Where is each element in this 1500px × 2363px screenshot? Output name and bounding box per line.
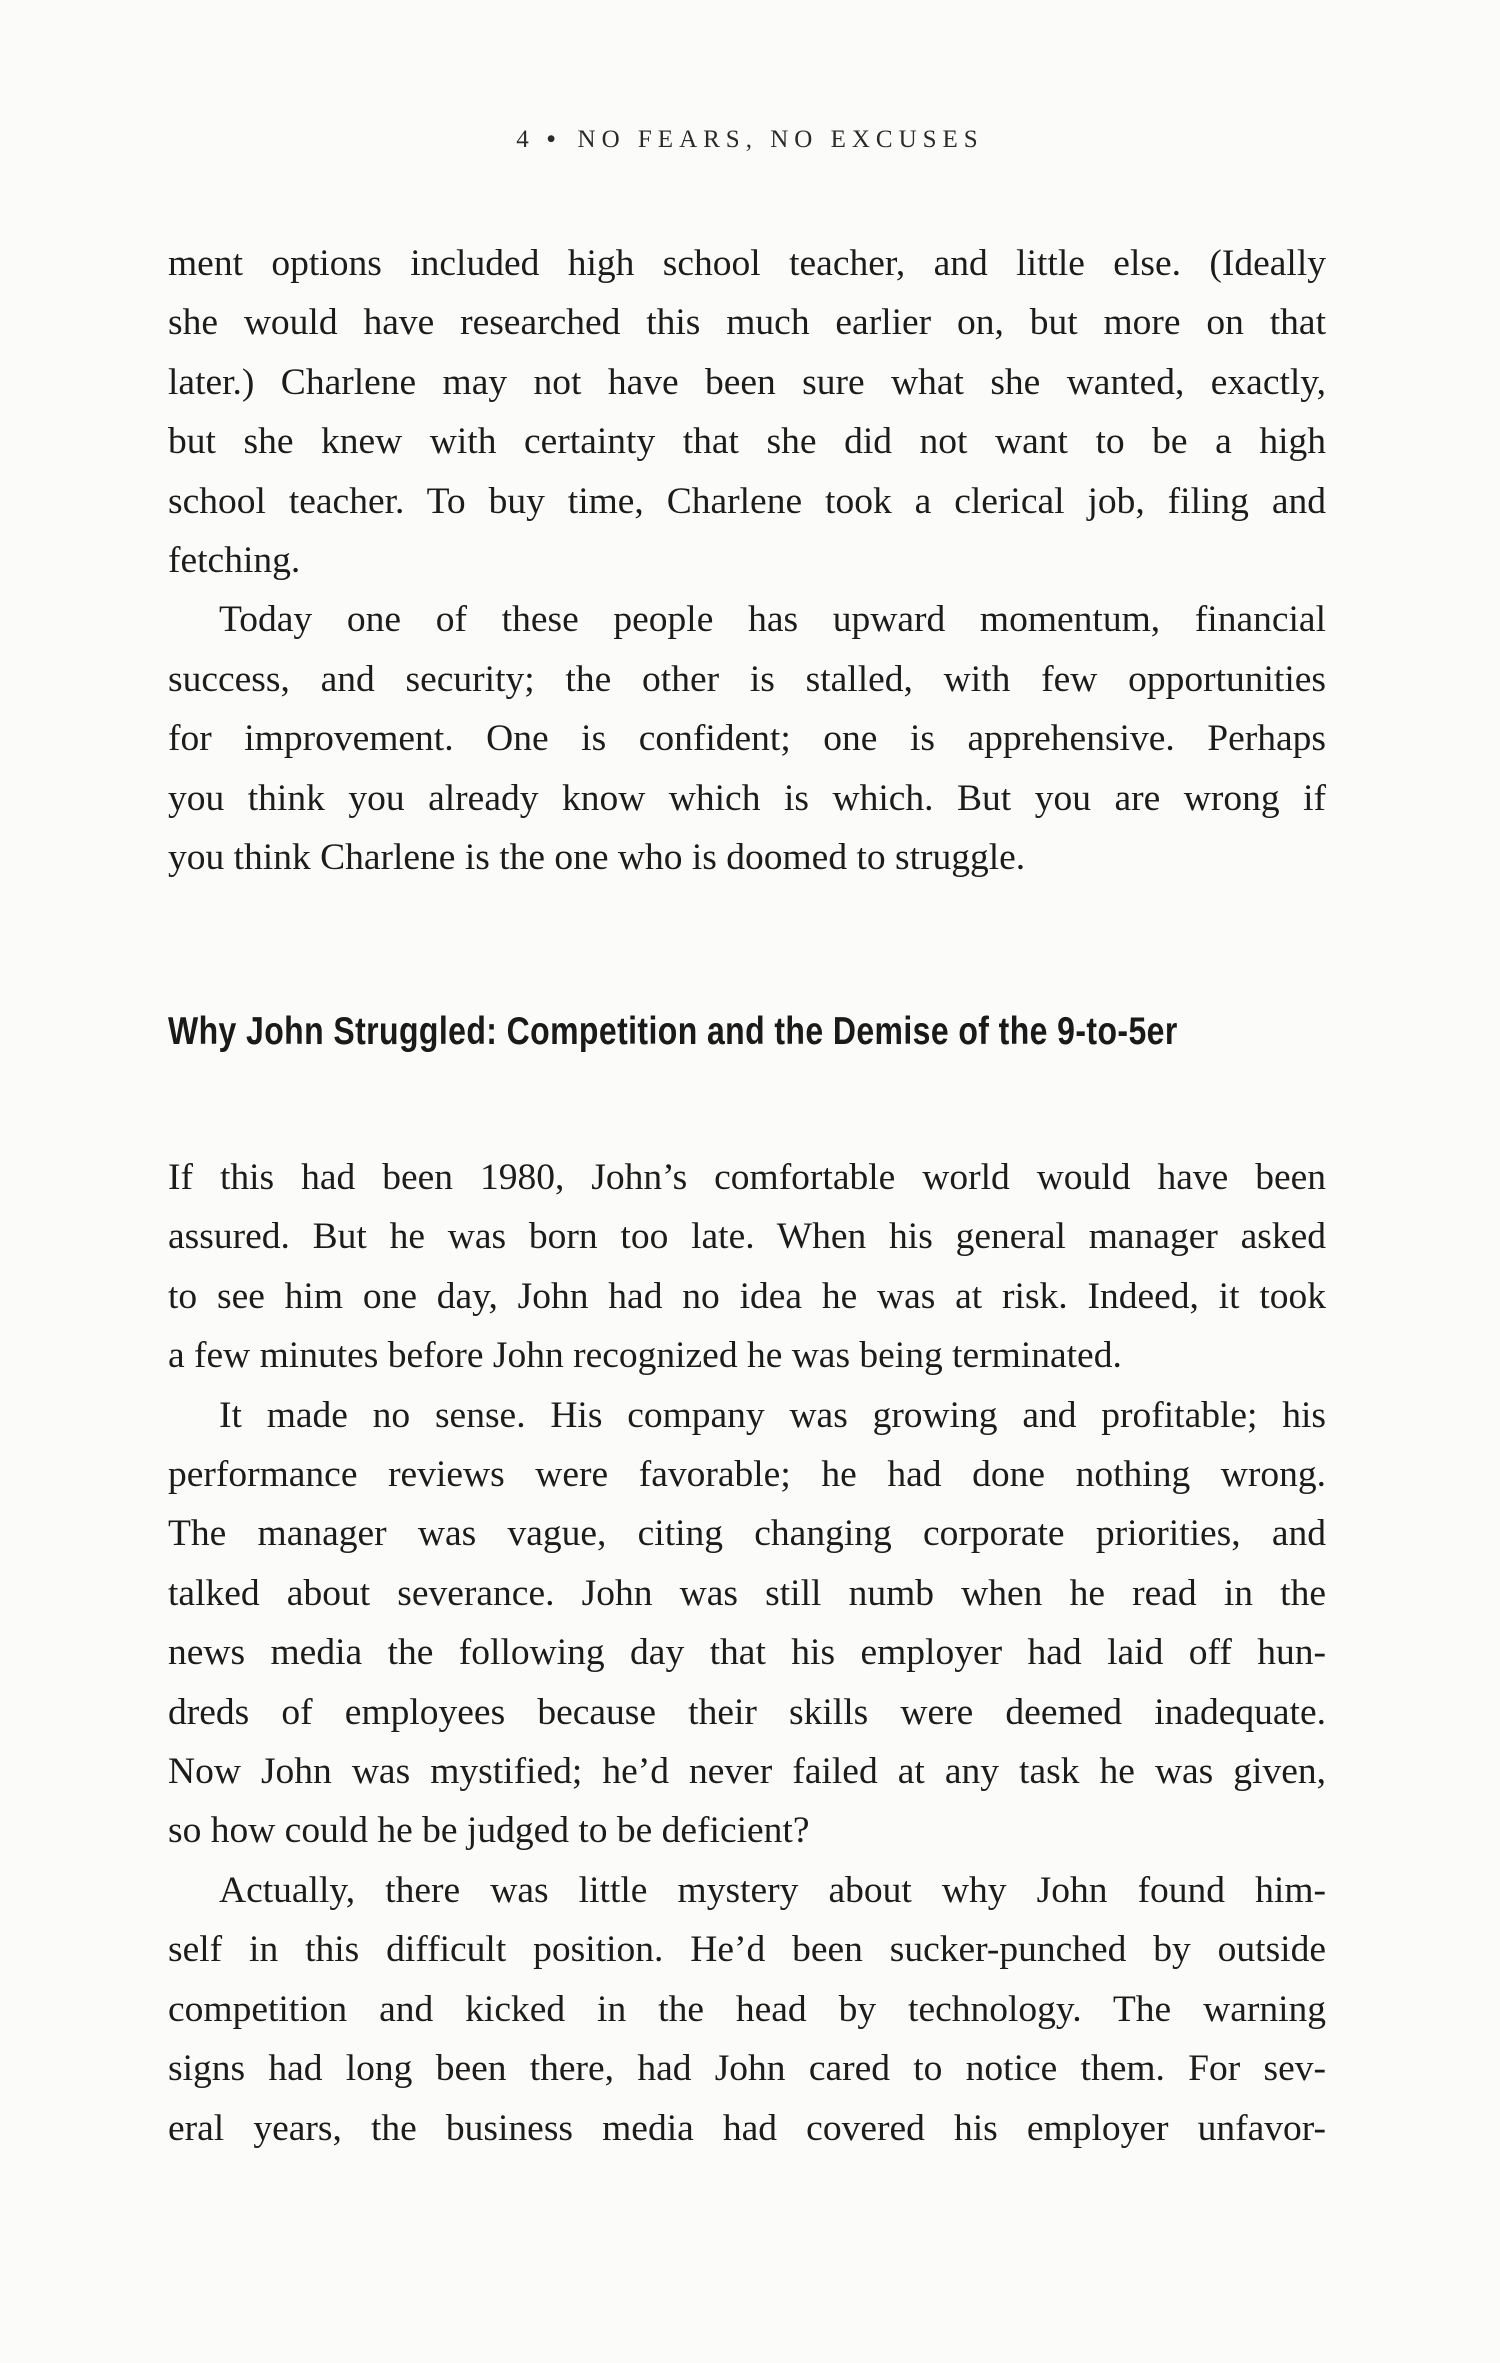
paragraph-5-line-4: signs had long been there, had John cared to notice them. For sev-: [168, 2048, 1326, 2090]
paragraph-4-line-7: Now John was mystified; he’d never failed at any task he was given,: [168, 1751, 1326, 1793]
paragraph-1-line-5: school teacher. To buy time, Charlene took a clerical job, filing and: [168, 480, 1326, 522]
paragraph-5-line-2: self in this difficult position. He’d been sucker-punched by outside: [168, 1929, 1326, 1971]
paragraph-5-line-1: Actually, there was little mystery about why John found him-: [219, 1869, 1326, 1911]
section-heading: Why John Struggled: Competition and the Demise of the 9-to-5er: [168, 1010, 1178, 1053]
running-head: [0, 126, 1500, 154]
page-number: 4: [516, 126, 529, 153]
paragraph-1-line-3: later.) Charlene may not have been sure what she wanted, exactly,: [168, 361, 1326, 403]
paragraph-3-line-4: a few minutes before John recognized he was being terminated.: [168, 1335, 1122, 1377]
paragraph-2-line-5: you think Charlene is the one who is doomed to struggle.: [168, 837, 1026, 879]
paragraph-2-line-2: success, and security; the other is stalled, with few opportunities: [168, 658, 1326, 700]
body-text-section-2: [168, 1148, 1326, 2158]
paragraph-1-line-6: fetching.: [168, 540, 301, 582]
paragraph-4-line-8: so how could he be judged to be deficient?: [168, 1810, 810, 1852]
paragraph-1-line-2: she would have researched this much earlier on, but more on that: [168, 302, 1326, 344]
paragraph-4-line-3: The manager was vague, citing changing corporate priorities, and: [168, 1513, 1326, 1555]
paragraph-4-line-4: talked about severance. John was still numb when he read in the: [168, 1572, 1326, 1614]
paragraph-1-line-1: ment options included high school teacher, and little else. (Ideally: [168, 243, 1326, 284]
paragraph-2-line-1: Today one of these people has upward momentum, financial: [219, 599, 1326, 641]
paragraph-4-line-1: It made no sense. His company was growing and profitable; his: [219, 1394, 1326, 1436]
paragraph-3-line-2: assured. But he was born too late. When his general manager asked: [168, 1216, 1326, 1258]
paragraph-4-line-6: dreds of employees because their skills were deemed inadequate.: [168, 1691, 1326, 1733]
paragraph-4-line-2: performance reviews were favorable; he had done nothing wrong.: [168, 1454, 1326, 1496]
paragraph-4-line-5: news media the following day that his employer had laid off hun-: [168, 1632, 1326, 1674]
running-head-separator: •: [546, 126, 556, 153]
paragraph-5-line-5: eral years, the business media had covered his employer unfavor-: [168, 2107, 1326, 2149]
paragraph-3-line-1: If this had been 1980, John’s comfortable world would have been: [168, 1157, 1326, 1198]
paragraph-1-line-4: but she knew with certainty that she did not want to be a high: [168, 421, 1326, 463]
body-text-section-1: [168, 234, 1326, 887]
paragraph-2-line-3: for improvement. One is confident; one is apprehensive. Perhaps: [168, 718, 1326, 760]
paragraph-2-line-4: you think you already know which is which. But you are wrong if: [168, 777, 1326, 819]
paragraph-5-line-3: competition and kicked in the head by technology. The warning: [168, 1988, 1326, 2030]
paragraph-3-line-3: to see him one day, John had no idea he was at risk. Indeed, it took: [168, 1275, 1326, 1317]
book-title: NO FEARS, NO EXCUSES: [577, 126, 984, 153]
